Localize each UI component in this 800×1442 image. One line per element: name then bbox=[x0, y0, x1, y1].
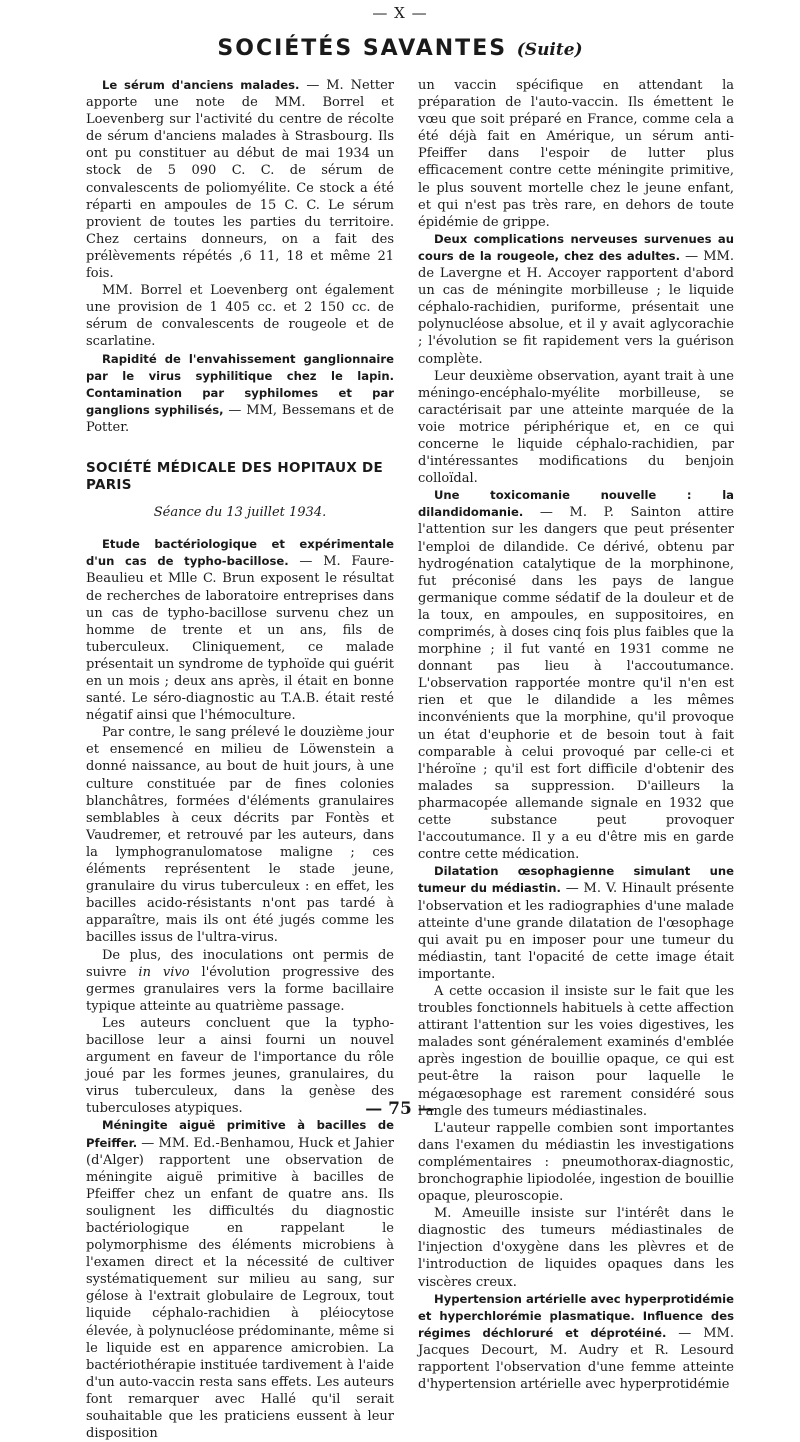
header-title-text: SOCIÉTÉS SAVANTES bbox=[217, 36, 508, 61]
paragraph: L'auteur rappelle combien sont importantes dans l'examen du médiastin les investigations complémentaires : pneumothorax-diagnostic, bronchographie lipiodolée, ingestion de bouillie opaque, pleuroscopie. bbox=[418, 1120, 734, 1205]
article-typho-bacillose bbox=[86, 536, 394, 724]
article-heading: Hypertension artérielle avec hyperprotidémie et hyperchlorémie plasmatique. Influence des régimes déchloruré et déprotéiné. bbox=[418, 1291, 734, 1340]
header-title-suite: (Suite) bbox=[516, 40, 583, 60]
italic-text: in vivo bbox=[138, 964, 190, 980]
paragraph: Les auteurs concluent que la typho-bacillose leur a ainsi fourni un nouvel argument en faveur de l'importance du rôle joué par les formes jeunes, granulaires, du virus tuberculeux, dans la genèse des tuberculoses atypiques. bbox=[86, 1015, 394, 1117]
article-serum-anciens-malades bbox=[86, 77, 394, 282]
paragraph-continued: un vaccin spécifique en attendant la préparation de l'auto-vaccin. Ils émettent le vœu que soit préparé en France, comme cela a été déjà fait en Amérique, un sérum anti-Pfeiffer dans l'espoir de lutter plus efficacement contre cette méningite primitive, le plus souvent mortelle chez le jeune enfant, et qui n'est pas très rare, en dehors de toute épidémie de grippe. bbox=[418, 78, 734, 230]
page-roman-numeral: — X — bbox=[372, 4, 428, 22]
article-hypertension-arterielle bbox=[418, 1291, 734, 1394]
article-text: — MM, Bessemans et de Potter. bbox=[86, 402, 394, 435]
paragraph-text: l'évolution progressive des germes granulaires vers la forme bacillaire typique atteinte au quatrième passage. bbox=[86, 964, 394, 1014]
paragraph: A cette occasion il insiste sur le fait que les troubles fonctionnels habituels à cette affection attirant l'attention sur les voies digestives, les malades sont généralement examinés d'emblée après ingestion de bouillie opaque, ce qui est peut-être la raison pour laquelle le mégaœsophage est rarement considéré sous l'angle des tumeurs médiastinales. bbox=[418, 983, 734, 1119]
article-meningite-pfeiffer bbox=[86, 1117, 394, 1442]
article-heading: Méningite aiguë primitive à bacilles de Pfeiffer. bbox=[86, 1118, 394, 1150]
article-text: — MM. de Lavergne et H. Accoyer rapportent d'abord un cas de méningite morbilleuse ; le liquide céphalo-rachidien, puriforme, présentait une polynucléose absolue, et il y avait aglycorachie ; l'évolution se fit rapidement vers la guérison complète. bbox=[418, 248, 734, 367]
seance-date: Séance du 13 juillet 1934. bbox=[153, 505, 327, 521]
article-heading: Une toxicomanie nouvelle : la dilandidomanie. bbox=[418, 488, 734, 520]
page-number: — 75 — bbox=[365, 1099, 435, 1119]
paragraph: M. Ameuille insiste sur l'intérêt dans le diagnostic des tumeurs médiastinales de l'injection d'oxygène dans les plèvres et de l'introduction de liquides opaques dans les viscères creux. bbox=[418, 1206, 734, 1290]
article-heading: Deux complications nerveuses survenues au cours de la rougeole, chez des adultes. bbox=[418, 231, 734, 263]
article-text: — M. P. Sainton attire l'attention sur les dangers que peut présenter l'emploi de dilandide. Ce dérivé, obtenu par hydrogénation catalytique de la morphinone, fut préconisé dans les pays de langue germanique comme sédatif de la douleur et de la toux, en ampoules, en suppositoires, en comprimés, à doses cinq fois plus faibles que la morphine ; il fut vanté en 1931 comme ne donnant pas lieu à l'accoutumance. L'observation rapportée montre qu'il n'en est rien et que le dilandide a les mêmes inconvénients que la morphine, qu'il provoque un état d'euphorie et de besoin tout à fait comparable à celui provoqué par celle-ci et l'héroïne ; qu'il est fort difficile d'obtenir des malades sa suppression. D'ailleurs la pharmacopée allemande signale en 1932 que cette substance peut provoquer l'accoutumance. Il y a eu d'être mis en garde contre cette médication. bbox=[418, 505, 734, 863]
article-envahissement-ganglionnaire bbox=[86, 351, 394, 436]
article-dilatation-oesophagienne bbox=[418, 863, 734, 983]
article-text: — M. Netter apporte une note de MM. Borrel et Loevenberg sur l'activité du centre de récolte de sérum d'anciens malades à Strasbourg. Ils ont pu constituer au début de mai 1934 un stock de 5 090 C. C. de sérum de convalescents de poliomyélite. Ce stock a été réparti en ampoules de 15 C. C. Le sérum provient de toutes les parties du territoire. Chez certains donneurs, on a fait des prélèvements répétés ,6 11, 18 et même 21 fois. bbox=[86, 78, 394, 282]
article-text: — MM. Jacques Decourt, M. Audry et R. Lesourd rapportent l'observation d'une femme atteinte d'hypertension artérielle avec hyperprotidémie bbox=[418, 1325, 734, 1393]
right-column bbox=[418, 77, 734, 1393]
article-heading: Etude bactériologique et expérimentale d'un cas de typho-bacillose. bbox=[86, 537, 394, 569]
paragraph: Par contre, le sang prélevé le douzième jour et ensemencé en milieu de Löwenstein a donné naissance, au bout de huit jours, à une culture constituée par de fines colonies blanchâtres, formées d'éléments granulaires semblables à ceux décrits par Fontès et Vaudremer, et retrouvé par les auteurs, dans la lymphogranulomatose maligne ; ces éléments représentent le stade jeune, granulaire du virus tuberculeux : en effet, les bacilles acido-résistants n'ont pas tardé à apparaître, mais ils ont été jugés comme les bacilles issus de l'ultra-virus. bbox=[86, 725, 394, 946]
left-column bbox=[86, 77, 394, 1442]
article-text: — M. Faure-Beaulieu et Mlle C. Brun exposent le résultat de recherches de laboratoire entreprises dans un cas de typho-bacillose survenu chez un homme de trente et un ans, fils de tuberculeux. Cliniquement, ce malade présentait un syndrome de typhoïde qui guérit en un mois ; deux ans après, il était en bonne santé. Le séro-diagnostic au T.A.B. était resté négatif ainsi que l'hémoculture. bbox=[86, 554, 394, 724]
paragraph bbox=[86, 947, 394, 1015]
article-heading: Dilatation œsophagienne simulant une tumeur du médiastin. bbox=[418, 864, 734, 896]
article-heading: Rapidité de l'envahissement ganglionnaire par le virus syphilitique chez le lapin. Contamination par syphilomes et par ganglions syphilisés, bbox=[86, 351, 394, 417]
section-title: SOCIÉTÉ MÉDICALE DES HOPITAUX DE PARIS bbox=[86, 459, 384, 494]
article-text: — M. V. Hinault présente l'observation et les radiographies d'une malade atteinte d'une grande dilatation de l'œsophage qui avait pu en imposer pour une tumeur du médiastin, tant l'opacité de cette image était importante. bbox=[418, 881, 735, 982]
paragraph: MM. Borrel et Loevenberg ont également une provision de 1 405 cc. et 2 150 cc. de sérum de convalescents de rougeole et de scarlatine. bbox=[86, 283, 394, 350]
article-heading: Le sérum d'anciens malades. bbox=[102, 78, 300, 92]
article-text: — MM. Ed.-Benhamou, Huck et Jahier (d'Alger) rapportent une observation de méningite aiguë primitive à bacilles de Pfeiffer chez un enfant de quatre ans. Ils soulignent les difficultés du diagnostic bactériologique en rappelant le polymorphisme des éléments microbiens à l'examen direct et la nécessité de cultiver systématiquement sur milieu au sang, sur gélose à l'extrait globulaire de Legroux, tout liquide céphalo-rachidien à pléiocytose élevée, à polynucléose prédominante, même si le liquide est en apparence amicrobien. La bactériothérapie instituée tardivement à l'aide d'un auto-vaccin resta sans effets. Les auteurs font remarquer avec Hallé qu'il serait souhaitable que les praticiens eussent à leur disposition bbox=[86, 1135, 394, 1442]
paragraph: Leur deuxième observation, ayant trait à une méningo-encéphalo-myélite morbilleuse, se caractérisait par une atteinte marquée de la voie motrice périphérique et, en ce qui concerne le liquide céphalo-rachidien, par d'intéressantes modifications du benjoin colloïdal. bbox=[418, 368, 734, 487]
page-header-title bbox=[0, 36, 800, 63]
paragraph-text: De plus, des inoculations ont permis de suivre bbox=[86, 947, 394, 980]
article-complications-rougeole bbox=[418, 231, 734, 368]
article-dilandidomanie bbox=[418, 487, 734, 863]
